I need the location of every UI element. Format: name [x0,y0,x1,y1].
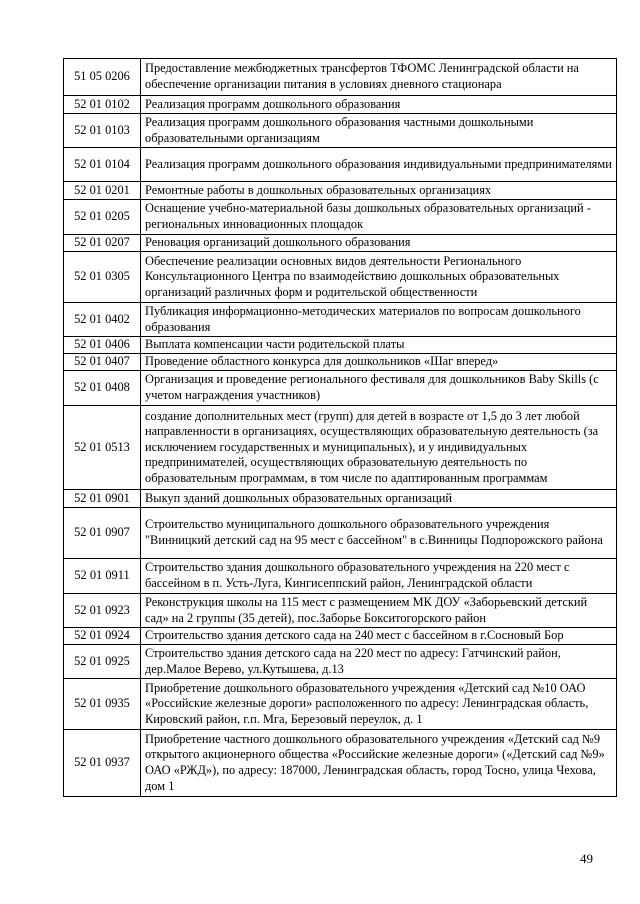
row-name: создание дополнительных мест (групп) для детей в возрасте от 1,5 до 3 лет любой направленности в организациях, осуществляющих образовательную деятельность (за исключением государственных и муниципальных), и у индивидуальных предпринимателей, осуществляющих образовательную деятельность по образовательным программам, в том числе по адаптированным программам [141,406,617,490]
table-row [64,182,617,200]
row-code: 52 01 0201 [64,182,141,200]
row-name: Строительство здания детского сада на 220 мест по адресу: Гатчинский район, дер.Малое Верево, ул.Кутышева, д.13 [141,645,617,679]
row-name: Строительство здания дошкольного образовательного учреждения на 220 мест с бассейном в п. Усть-Луга, Кингисеппский район, Ленинградской области [141,559,617,594]
row-name: Реализация программ дошкольного образования частными дошкольными образовательными организациям [141,114,617,148]
row-code: 51 05 0206 [64,59,141,96]
table-row [64,406,617,490]
row-name: Предоставление межбюджетных трансфертов ТФОМС Ленинградской области на обеспечение организации питания в условиях дневного стационара [141,59,617,96]
table-row [64,594,617,628]
row-code: 52 01 0205 [64,200,141,235]
row-name: Реализация программ дошкольного образования [141,96,617,114]
row-code: 52 01 0924 [64,628,141,645]
table-row [64,628,617,645]
table-row [64,200,617,235]
row-name: Реновация организаций дошкольного образования [141,235,617,252]
row-code: 52 01 0406 [64,337,141,354]
row-code: 52 01 0408 [64,371,141,406]
table-row [64,354,617,371]
table-row [64,114,617,148]
row-code: 52 01 0402 [64,303,141,337]
table-row [64,645,617,679]
table-row [64,508,617,559]
row-name: Проведение областного конкурса для дошкольников «Шаг вперед» [141,354,617,371]
row-name: Выкуп зданий дошкольных образовательных организаций [141,490,617,508]
row-code: 52 01 0937 [64,730,141,797]
row-name: Строительство муниципального дошкольного образовательного учреждения "Винницкий детский сад на 95 мест с бассейном" в с.Винницы Подпорожского района [141,508,617,559]
row-name: Обеспечение реализации основных видов деятельности Регионального Консультационного Центра по взаимодействию дошкольных образовательных организаций различных форм и родительской общественности [141,252,617,303]
table-row [64,148,617,182]
row-code: 52 01 0901 [64,490,141,508]
row-name: Строительство здания детского сада на 240 мест с бассейном в г.Сосновый Бор [141,628,617,645]
row-name: Организация и проведение регионального фестиваля для дошкольников Baby Skills (с учетом награждения участников) [141,371,617,406]
row-name: Реализация программ дошкольного образования индивидуальными предпринимателями [141,148,617,182]
row-code: 52 01 0207 [64,235,141,252]
table-row [64,303,617,337]
table-row [64,679,617,730]
row-code: 52 01 0102 [64,96,141,114]
table-row [64,371,617,406]
row-code: 52 01 0911 [64,559,141,594]
table-row [64,559,617,594]
table-row [64,59,617,96]
table-row [64,490,617,508]
table-row [64,235,617,252]
row-code: 52 01 0407 [64,354,141,371]
row-name: Реконструкция школы на 115 мест с размещением МК ДОУ «Заборьевский детский сад» на 2 группы (35 детей), пос.Заборье Бокситогорского район [141,594,617,628]
row-name: Приобретение частного дошкольного образовательного учреждения «Детский сад №9 открытого акционерного общества «Российские железные дороги» («Детский сад №9» ОАО «РЖД»), по адресу: 187000, Ленинградская область, город Тосно, улица Чехова, дом 1 [141,730,617,797]
table-row [64,96,617,114]
table-row [64,730,617,797]
table-body [64,59,617,797]
row-code: 52 01 0103 [64,114,141,148]
row-code: 52 01 0305 [64,252,141,303]
table-row [64,337,617,354]
row-name: Публикация информационно-методических материалов по вопросам дошкольного образования [141,303,617,337]
row-name: Ремонтные работы в дошкольных образовательных организациях [141,182,617,200]
budget-codes-table [63,58,617,797]
page-number: 49 [580,851,593,866]
row-name: Приобретение дошкольного образовательного учреждения «Детский сад №10 ОАО «Российские железные дороги» расположенного по адресу: Ленинградская область, Кировский район, г.п. Мга, Березовый переулок, д. 1 [141,679,617,730]
row-code: 52 01 0513 [64,406,141,490]
table-row [64,252,617,303]
row-code: 52 01 0907 [64,508,141,559]
row-code: 52 01 0923 [64,594,141,628]
row-name: Выплата компенсации части родительской платы [141,337,617,354]
row-code: 52 01 0935 [64,679,141,730]
row-code: 52 01 0925 [64,645,141,679]
row-name: Оснащение учебно-материальной базы дошкольных образовательных организаций - региональных инновационных площадок [141,200,617,235]
row-code: 52 01 0104 [64,148,141,182]
